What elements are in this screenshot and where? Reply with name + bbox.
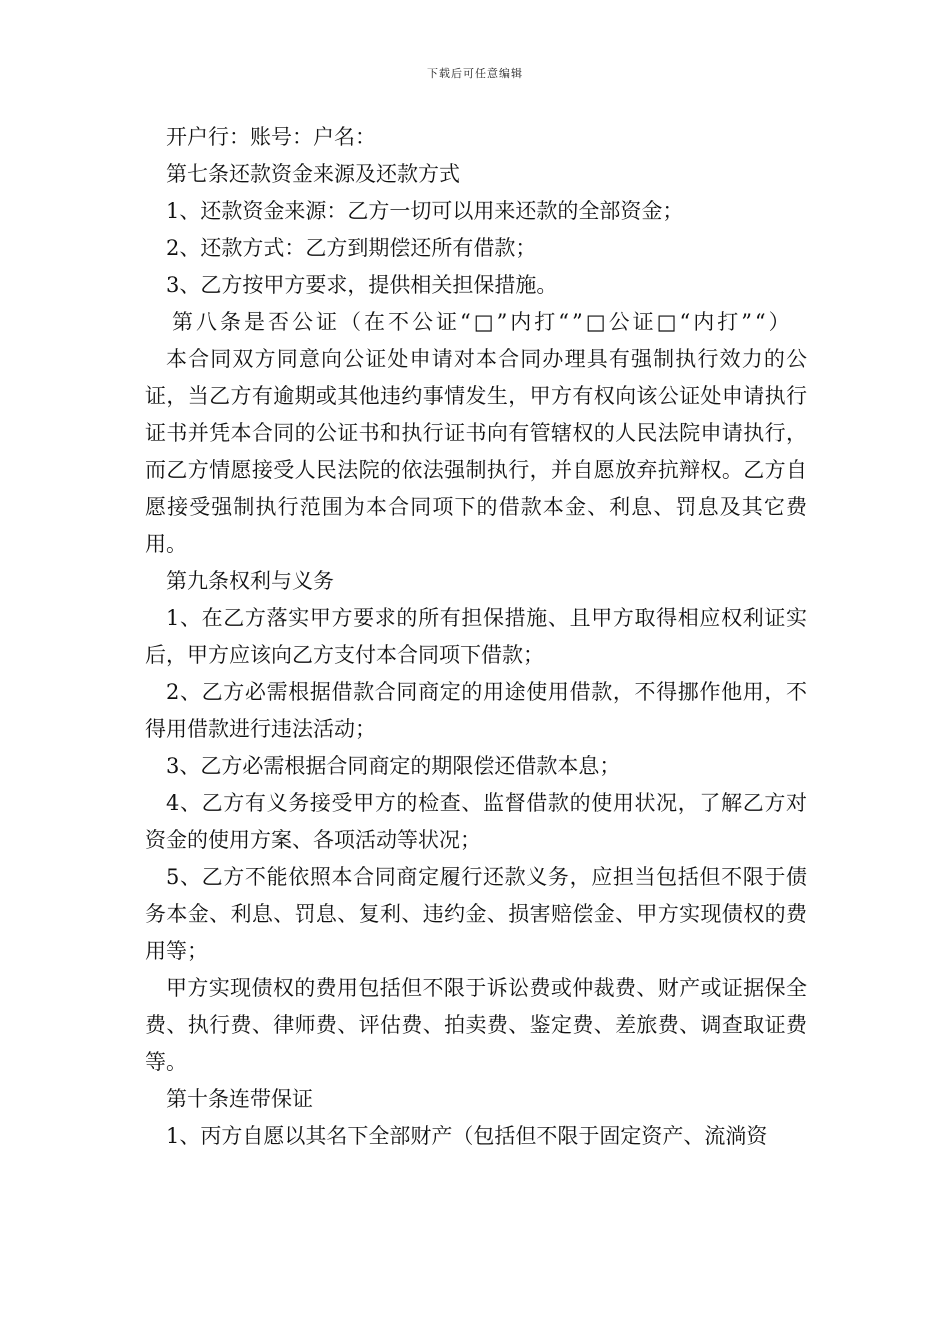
- document-body: [145, 119, 807, 1155]
- article-10-item-1: 1、丙方自愿以其名下全部财产（包括但不限于固定资产、流淌资: [166, 1124, 768, 1148]
- article-8-body: 本合同双方同意向公证处申请对本合同办理具有强制执行效力的公证，当乙方有逾期或其他违约事情发生，甲方有权向该公证处申请执行证书并凭本合同的公证书和执行证书向有管辖权的人民法院申请执行，而乙方情愿接受人民法院的依法强制执行，并自愿放弃抗辩权。乙方自愿接受强制执行范围为本合同项下的借款本金、利息、罚息及其它费用。: [145, 347, 807, 556]
- article-9-item-3: 3、乙方必需根据合同商定的期限偿还借款本息；: [166, 754, 621, 778]
- article-7-heading: 第七条还款资金来源及还款方式: [166, 162, 460, 186]
- article-7-item-2: 2、还款方式：乙方到期偿还所有借款；: [166, 236, 537, 260]
- article-10-heading: 第十条连带保证: [166, 1087, 313, 1111]
- article-9-cost-note: 甲方实现债权的费用包括但不限于诉讼费或仲裁费、财产或证据保全费、执行费、律师费、评估费、拍卖费、鉴定费、差旅费、调查取证费等。: [145, 976, 807, 1074]
- article-7-item-3: 3、乙方按甲方要求，提供相关担保措施。: [166, 273, 558, 297]
- article-7-item-1: 1、还款资金来源：乙方一切可以用来还款的全部资金；: [166, 199, 684, 223]
- article-9-item-4: 4、乙方有义务接受甲方的检查、监督借款的使用状况，了解乙方对资金的使用方案、各项活动等状况；: [145, 791, 807, 852]
- article-9-heading: 第九条权利与义务: [166, 569, 334, 593]
- article-9-item-5: 5、乙方不能依照本合同商定履行还款义务，应担当包括但不限于债务本金、利息、罚息、复利、违约金、损害赔偿金、甲方实现债权的费用等；: [145, 865, 807, 963]
- page-header: 下载后可任意编辑: [427, 67, 523, 80]
- bank-account-line: 开户行：账号：户名：: [166, 125, 376, 149]
- article-8-heading: 第八条是否公证（在不公证“□”内打“”□公证□“内打”“）: [172, 310, 793, 334]
- article-9-item-2: 2、乙方必需根据借款合同商定的用途使用借款，不得挪作他用，不得用借款进行违法活动；: [145, 680, 807, 741]
- article-9-item-1: 1、在乙方落实甲方要求的所有担保措施、且甲方取得相应权利证实后，甲方应该向乙方支付本合同项下借款；: [145, 606, 807, 667]
